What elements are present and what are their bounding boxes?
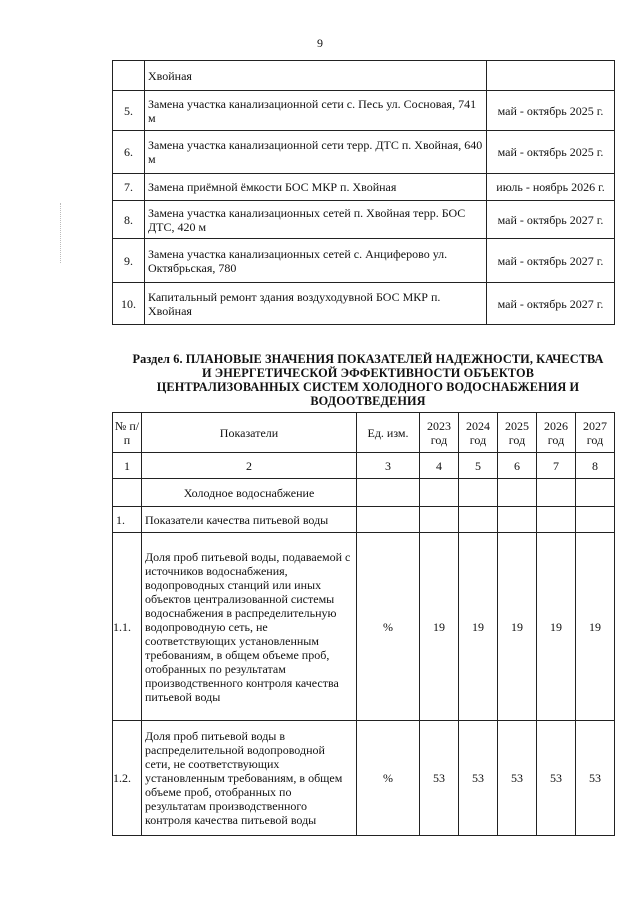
works-table bbox=[112, 60, 615, 325]
table-row bbox=[113, 533, 615, 721]
column-number: 8 bbox=[576, 453, 615, 479]
header-year: 2024 год bbox=[459, 413, 498, 453]
work-title: Замена приёмной ёмкости БОС МКР п. Хвойная bbox=[145, 174, 487, 201]
row-number: 8. bbox=[113, 201, 145, 239]
column-number: 4 bbox=[420, 453, 459, 479]
unit-cell: % bbox=[357, 533, 420, 721]
header-year: 2025 год bbox=[498, 413, 537, 453]
group-label: Холодное водоснабжение bbox=[142, 479, 357, 507]
row-number: 7. bbox=[113, 174, 145, 201]
table-row bbox=[113, 91, 615, 131]
header-num: № п/п bbox=[113, 413, 142, 453]
work-period: май - октябрь 2027 г. bbox=[487, 283, 615, 325]
value-cell: 53 bbox=[537, 721, 576, 836]
work-period: май - октябрь 2027 г. bbox=[487, 201, 615, 239]
table-row bbox=[113, 201, 615, 239]
row-number: 9. bbox=[113, 239, 145, 283]
empty-cell bbox=[537, 479, 576, 507]
work-title: Замена участка канализационных сетей с. Анциферово ул. Октябрьская, 780 bbox=[145, 239, 487, 283]
column-number: 6 bbox=[498, 453, 537, 479]
table-row bbox=[113, 239, 615, 283]
work-title: Хвойная bbox=[145, 61, 487, 91]
empty-cell bbox=[576, 479, 615, 507]
header-year: 2027 год bbox=[576, 413, 615, 453]
work-title: Замена участка канализационной сети терр. ДТС п. Хвойная, 640 м bbox=[145, 131, 487, 174]
section-title-line: ВОДООТВЕДЕНИЯ bbox=[310, 394, 426, 408]
value-cell: 53 bbox=[459, 721, 498, 836]
column-numbers-row bbox=[113, 453, 615, 479]
value-cell: 19 bbox=[459, 533, 498, 721]
work-period: май - октябрь 2027 г. bbox=[487, 239, 615, 283]
work-period bbox=[487, 61, 615, 91]
table-row bbox=[113, 131, 615, 174]
table-row bbox=[113, 174, 615, 201]
value-cell: 19 bbox=[537, 533, 576, 721]
empty-cell bbox=[459, 507, 498, 533]
margin-mark bbox=[60, 203, 62, 263]
row-number: 1.1. bbox=[113, 533, 142, 721]
empty-cell bbox=[576, 507, 615, 533]
page-number: 9 bbox=[317, 36, 323, 50]
header-indicator: Показатели bbox=[142, 413, 357, 453]
header-unit: Ед. изм. bbox=[357, 413, 420, 453]
section-title-line: И ЭНЕРГЕТИЧЕСКОЙ ЭФФЕКТИВНОСТИ ОБЪЕКТОВ bbox=[201, 366, 535, 380]
section-title bbox=[108, 352, 628, 408]
empty-cell bbox=[357, 507, 420, 533]
group-row bbox=[113, 479, 615, 507]
value-cell: 19 bbox=[498, 533, 537, 721]
row-number: 6. bbox=[113, 131, 145, 174]
value-cell: 53 bbox=[498, 721, 537, 836]
value-cell: 53 bbox=[420, 721, 459, 836]
table-row bbox=[113, 283, 615, 325]
empty-cell bbox=[420, 507, 459, 533]
table-row bbox=[113, 721, 615, 836]
column-number: 2 bbox=[142, 453, 357, 479]
row-number: 1.2. bbox=[113, 721, 142, 836]
empty-cell bbox=[498, 507, 537, 533]
indicator-text: Доля проб питьевой воды в распределительной водопроводной сети, не соответствующих установленным требованиям, в общем объеме проб, отобранных по результатам производственного контроля качества питьевой воды bbox=[142, 721, 357, 836]
empty-cell bbox=[498, 479, 537, 507]
work-period: май - октябрь 2025 г. bbox=[487, 131, 615, 174]
work-period: май - октябрь 2025 г. bbox=[487, 91, 615, 131]
value-cell: 19 bbox=[420, 533, 459, 721]
unit-cell: % bbox=[357, 721, 420, 836]
empty-cell bbox=[113, 479, 142, 507]
empty-cell bbox=[420, 479, 459, 507]
empty-cell bbox=[459, 479, 498, 507]
row-number: 5. bbox=[113, 91, 145, 131]
value-cell: 53 bbox=[576, 721, 615, 836]
row-number: 10. bbox=[113, 283, 145, 325]
value-cell: 19 bbox=[576, 533, 615, 721]
column-number: 1 bbox=[113, 453, 142, 479]
indicator-text: Доля проб питьевой воды, подаваемой с источников водоснабжения, водопроводных станций или иных объектов централизованной системы водоснабжения в распределительную водопроводную сеть, не соответствующих установленным требованиям, в общем объеме проб, отобранных по результатам производственного контроля качества питьевой воды bbox=[142, 533, 357, 721]
section-title-line: Раздел 6. ПЛАНОВЫЕ ЗНАЧЕНИЯ ПОКАЗАТЕЛЕЙ НАДЕЖНОСТИ, КАЧЕСТВА bbox=[132, 352, 604, 366]
row-number bbox=[113, 61, 145, 91]
empty-cell bbox=[357, 479, 420, 507]
work-title: Капитальный ремонт здания воздуходувной БОС МКР п. Хвойная bbox=[145, 283, 487, 325]
category-label: Показатели качества питьевой воды bbox=[142, 507, 357, 533]
column-number: 5 bbox=[459, 453, 498, 479]
column-number: 7 bbox=[537, 453, 576, 479]
work-period: июль - ноябрь 2026 г. bbox=[487, 174, 615, 201]
table-row bbox=[113, 61, 615, 91]
column-number: 3 bbox=[357, 453, 420, 479]
header-row bbox=[113, 413, 615, 453]
work-title: Замена участка канализационной сети с. Песь ул. Сосновая, 741 м bbox=[145, 91, 487, 131]
header-year: 2026 год bbox=[537, 413, 576, 453]
category-number: 1. bbox=[113, 507, 142, 533]
work-title: Замена участка канализационных сетей п. Хвойная терр. БОС ДТС, 420 м bbox=[145, 201, 487, 239]
indicators-table bbox=[112, 412, 615, 836]
category-row bbox=[113, 507, 615, 533]
section-title-line: ЦЕНТРАЛИЗОВАННЫХ СИСТЕМ ХОЛОДНОГО ВОДОСНАБЖЕНИЯ И bbox=[156, 380, 580, 394]
header-year: 2023 год bbox=[420, 413, 459, 453]
empty-cell bbox=[537, 507, 576, 533]
